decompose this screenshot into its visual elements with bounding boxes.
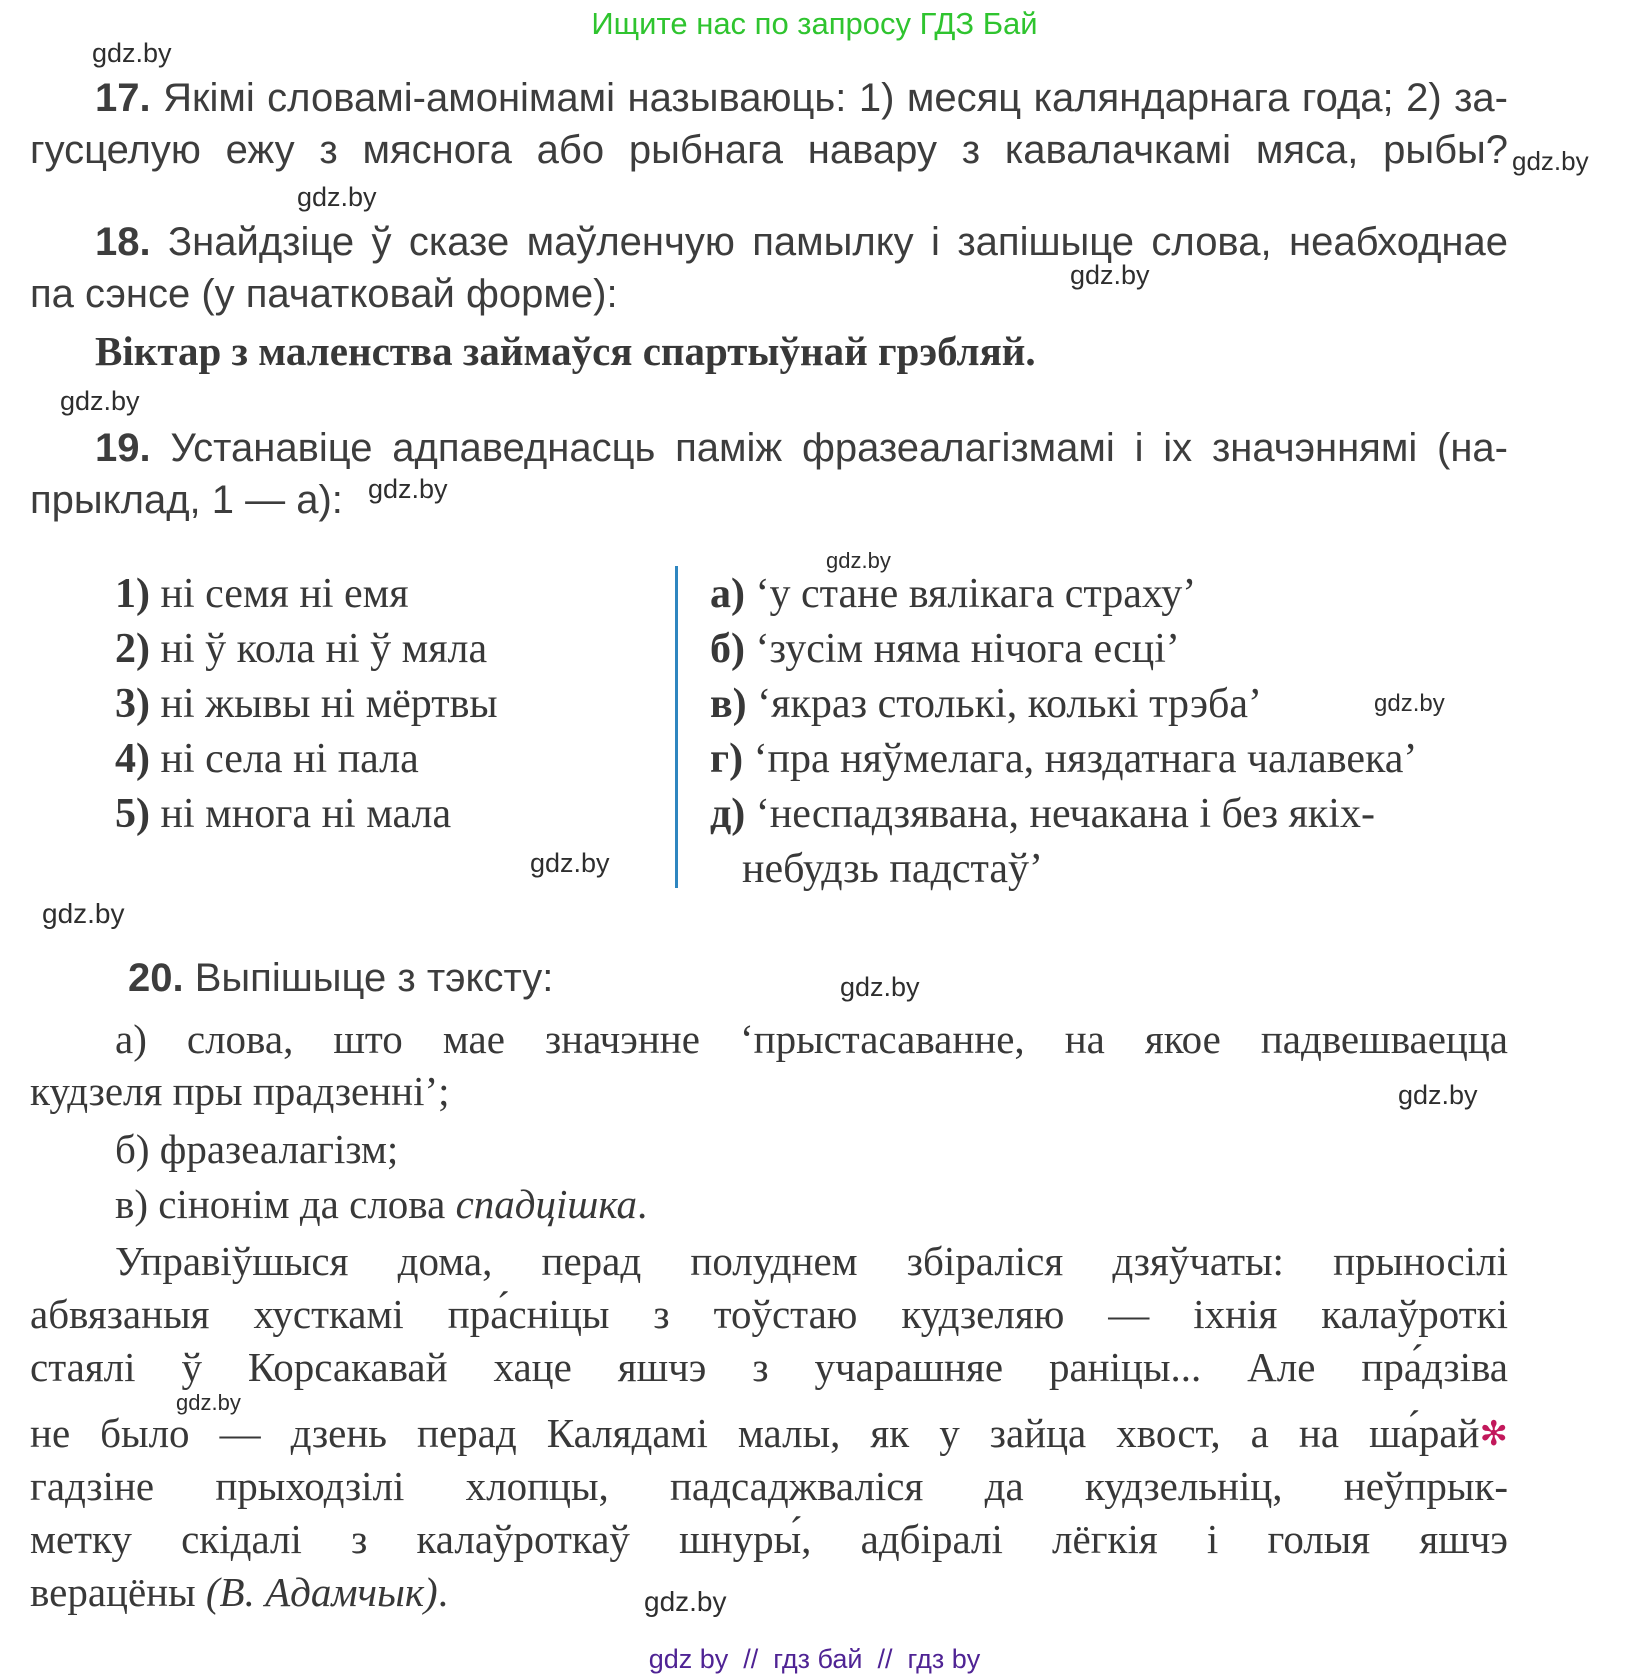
exercise-18-line-2: па сэнсе (у пачатковай форме): [30,272,618,316]
exercise-20-item-a-line-1: а) слова, што мае значэнне ‘прыстасаванне, на якое падвешваецца [115,1016,1508,1062]
footnote-asterisk: ✻ [1479,1414,1508,1454]
passage-line-3: стаялі ў Корсакавай хаце яшчэ з учарашняе раніцы... Але пра́дзіва [30,1344,1508,1390]
exercise-19-line-2: прыклад, 1 — а): [30,478,343,522]
passage-line-7 [30,1569,1508,1615]
exercise-20-item-a-line-2: кудзеля пры прадзенні’; [30,1068,450,1114]
watermark: gdz.by [1512,146,1589,176]
match-right-letter: б) [710,626,745,672]
match-left-row [115,735,419,783]
column-divider [675,566,678,888]
item-c-italic-word: спадцішка [455,1181,637,1227]
exercise-19-text: Устанавіце адпаведнасць паміж фразеалагізмамі і іх значэннямі (на- [170,426,1508,470]
match-right-letter: д) [710,791,746,837]
watermark: gdz.by [1374,690,1445,717]
match-right-text: ‘неспадзявана, нечакана і без якіх- [755,791,1375,837]
exercise-18-text: Знайдзіце ў сказе маўленчую памылку і запішыце слова, неабходнае [168,220,1508,264]
match-right-text: ‘пра няўмелага, няздатнага чалавека’ [753,736,1418,782]
exercise-20-item-c [30,1181,1508,1227]
footer-watermark: gdz by // гдз бай // гдз by [648,1644,981,1674]
exercise-18-sentence: Віктар з маленства займаўся спартыўнай грэбляй. [95,328,1036,374]
passage-line-1: Управіўшыся дома, перад полуднем збіраліся дзяўчаты: прыносілі [115,1238,1508,1284]
passage-author: (В. Адамчык) [205,1569,438,1615]
passage-line-4 [30,1410,1508,1457]
passage-line-7-period: . [437,1569,448,1615]
match-left-text: ні семя ні емя [160,571,409,617]
watermark: gdz.by [840,972,920,1002]
match-left-row [115,570,409,618]
watermark: gdz.by [297,182,377,212]
exercise-18-number: 18. [95,220,151,264]
match-left-text: ні ў кола ні ў мяла [160,626,488,672]
item-c-text: в) сінонім да слова [115,1181,456,1227]
match-right-row [710,625,1180,673]
match-left-number: 2) [115,626,150,672]
match-right-text: ‘якраз столькі, колькі трэба’ [757,681,1263,727]
passage-line-5: гадзіне прыходзілі хлопцы, падсаджваліся да кудзельніц, неўпрык- [30,1463,1508,1509]
match-right-row [710,680,1262,728]
passage-line-7-text: верацёны [30,1569,206,1615]
promo-banner: Ищите нас по запросу ГДЗ Бай [591,6,1038,41]
match-left-number: 1) [115,571,150,617]
match-right-letter: в) [710,681,747,727]
exercise-20-item-b: б) фразеалагізм; [115,1126,399,1172]
match-right-row [710,570,1196,618]
exercise-20-number: 20. [128,956,184,1000]
match-left-number: 5) [115,791,150,837]
watermark: gdz.by [1070,260,1150,290]
match-right-letter: г) [710,736,744,782]
watermark: gdz.by [368,474,448,504]
exercise-17-line-1 [30,76,1508,120]
exercise-19-number: 19. [95,426,151,470]
match-left-number: 4) [115,736,150,782]
watermark: gdz.by [92,38,172,68]
match-left-row [115,680,498,728]
match-left-row [115,790,451,838]
match-right-text: ‘у стане вялікага страху’ [755,571,1197,617]
passage-line-6: метку скідалі з калаўроткаў шнуры́, адбіралі лёгкія і голыя яшчэ [30,1516,1508,1562]
exercise-20-text: Выпішыце з тэксту: [194,956,554,1000]
watermark: gdz.by [1398,1080,1478,1110]
exercise-20-intro [30,956,1508,1000]
exercise-18-line-1 [30,220,1508,264]
exercise-17-text: Якімі словамі-амонімамі называюць: 1) месяц каляндарнага года; 2) за- [163,76,1508,120]
watermark: gdz.by [826,548,891,573]
watermark: gdz.by [176,1390,241,1415]
match-left-text: ні многа ні мала [160,791,452,837]
exercise-17-line-2: гусцелую ежу з мяснога або рыбнага навару з кавалачкамі мяса, рыбы? [30,128,1508,172]
exercise-17-number: 17. [95,76,151,120]
exercise-19-line-1 [30,426,1508,470]
match-right-row [710,735,1417,783]
match-right-letter: а) [710,571,745,617]
watermark: gdz.by [530,848,610,878]
match-right-continuation: небудзь падстаў’ [742,846,1043,892]
match-left-number: 3) [115,681,150,727]
passage-line-4-text: не было — дзень перад Калядамі малы, як у зайца хвост, а на ша́рай [30,1410,1480,1456]
watermark: gdz.by [644,1586,727,1617]
match-right-row [710,790,1375,838]
watermark: gdz.by [60,386,140,416]
watermark: gdz.by [42,898,125,929]
match-left-text: ні жывы ні мёртвы [160,681,498,727]
match-left-text: ні села ні пала [160,736,419,782]
match-left-row [115,625,487,673]
passage-line-2: абвязаныя хусткамі пра́сніцы з тоўстаю кудзеляю — іхнія калаўроткі [30,1291,1508,1337]
item-c-period: . [637,1181,648,1227]
match-right-text: ‘зусім няма нічога есці’ [755,626,1180,672]
